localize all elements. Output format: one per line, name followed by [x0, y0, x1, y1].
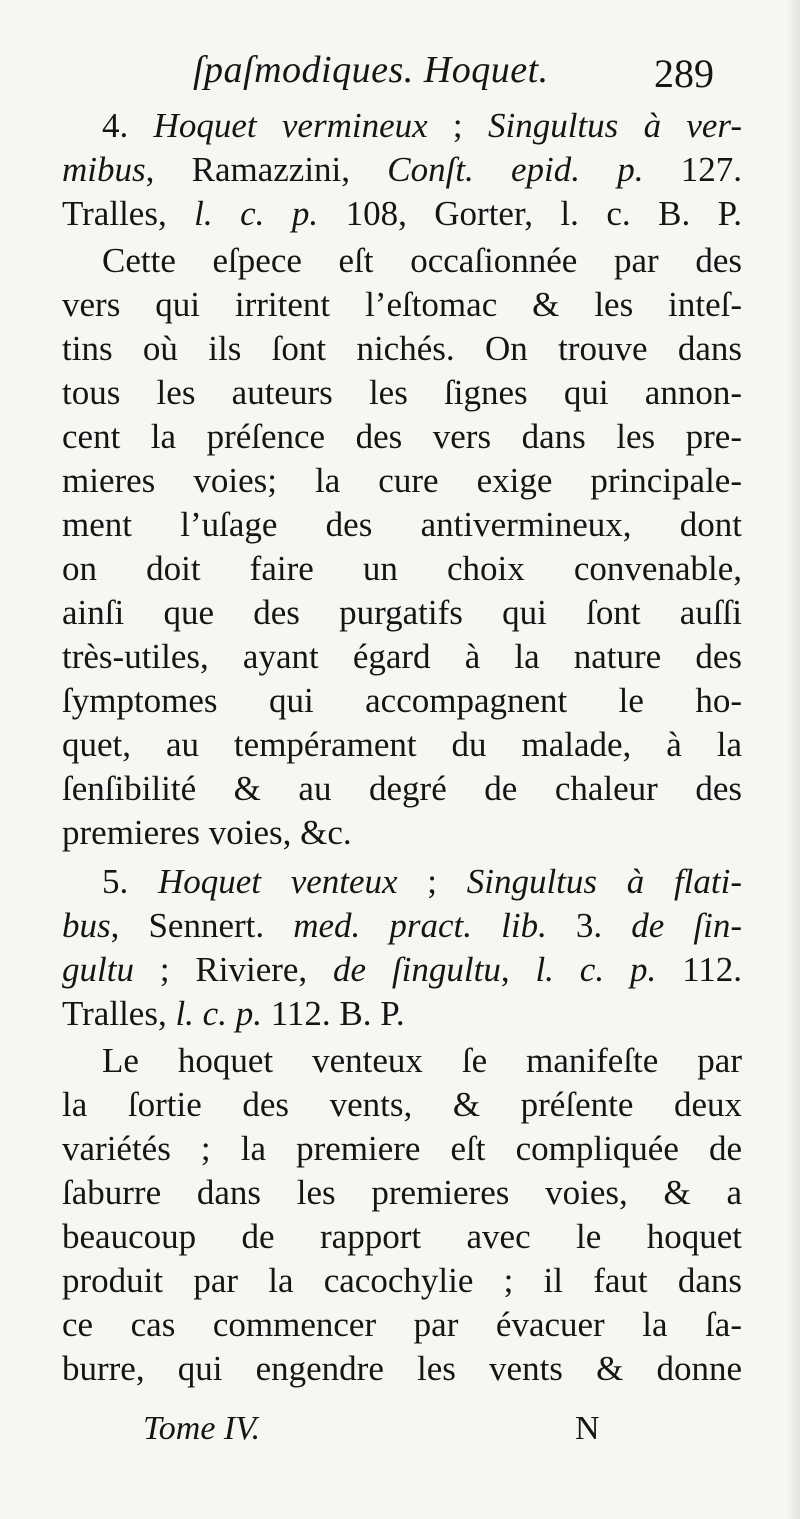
text-line: produit par la cacochylie ; il faut dans [62, 1261, 742, 1300]
text-line: tous les auteurs les ſignes qui annon- [62, 373, 742, 412]
text-line: Tralles, l. c. p. 112. B. P. [62, 994, 405, 1033]
text-line: ce cas commencer par évacuer la ſa- [62, 1305, 742, 1344]
gathering-mark: N [575, 1410, 600, 1447]
text-line: ſaburre dans les premieres voies, & a [62, 1173, 742, 1212]
text-line: tins où ils ſont nichés. On trouve dans [62, 329, 742, 368]
text-line: ainſi que des purgatifs qui ſont auſſi [62, 593, 742, 632]
page-edge-shadow [786, 0, 800, 1519]
text-line: vers qui irritent l’eſtomac & les inteſ- [62, 285, 742, 324]
volume-signature: Tome IV. [143, 1410, 261, 1447]
text-line: Tralles, l. c. p. 108, Gorter, l. c. B. P. [62, 194, 743, 233]
text-line: ſymptomes qui accompagnent le ho- [62, 681, 742, 720]
text-line: variétés ; la premiere eſt compliquée de [62, 1129, 742, 1168]
text-line: ment l’uſage des antivermineux, dont [62, 505, 742, 544]
text-line: ſenſibilité & au degré de chaleur des [62, 769, 742, 808]
text-line: quet, au tempérament du malade, à la [62, 725, 742, 764]
text-line: premieres voies, &c. [62, 813, 352, 852]
text-line: gultu ; Riviere, de ſingultu, l. c. p. 112. [62, 950, 743, 989]
text-line: mieres voies; la cure exige principale- [62, 461, 742, 500]
text-line: 4. Hoquet vermineux ; Singultus à ver- [102, 106, 743, 145]
text-line: burre, qui engendre les vents & donne [62, 1349, 742, 1388]
text-line: bus, Sennert. med. pract. lib. 3. de ſin- [62, 906, 743, 945]
text-line: 5. Hoquet venteux ; Singultus à flati- [102, 862, 742, 901]
text-line: Cette eſpece eſt occaſionnée par des [102, 241, 742, 280]
text-line: on doit faire un choix convenable, [62, 549, 742, 588]
page-footer [0, 1408, 800, 1458]
running-title: ſpaſmodiques. Hoquet. [193, 49, 549, 91]
text-line: très-utiles, ayant égard à la nature des [62, 637, 742, 676]
text-line: mibus, Ramazzini, Conſt. epid. p. 127. [62, 150, 742, 189]
text-line: la ſortie des vents, & préſente deux [62, 1085, 742, 1124]
text-line: Le hoquet venteux ſe manifeſte par [102, 1041, 742, 1080]
page-number: 289 [654, 51, 714, 96]
page-header [0, 44, 800, 104]
text-line: cent la préſence des vers dans les pre- [62, 417, 742, 456]
text-line: beaucoup de rapport avec le hoquet [62, 1217, 742, 1256]
